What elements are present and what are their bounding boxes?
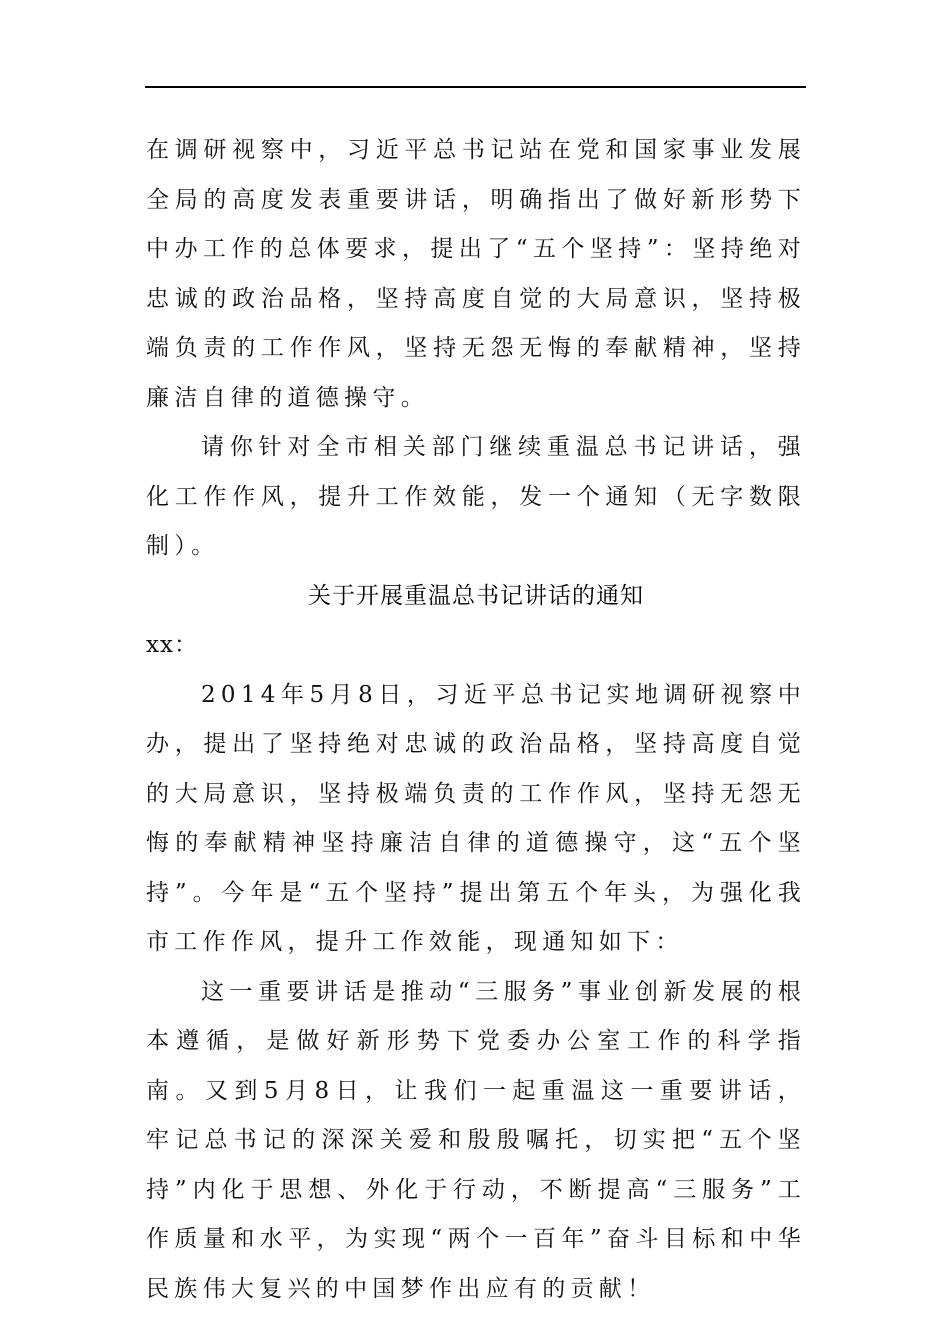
- notice-paragraph-1: 2014年5月8日，习近平总书记实地调研视察中办，提出了坚持绝对忠诚的政治品格，坚持高度自觉的大局意识，坚持极端负责的工作作风，坚持无怨无悔的奉献精神坚持廉洁自律的道德操守，这“五个坚持”。今年是“五个坚持”提出第五个年头，为强化我市工作作风，提升工作效能，现通知如下：: [146, 681, 806, 955]
- request-paragraph: 请你针对全市相关部门继续重温总书记讲话，强化工作作风，提升工作效能，发一个通知（无字数限制）。: [146, 434, 806, 559]
- context-paragraph: 在调研视察中，习近平总书记站在党和国家事业发展全局的高度发表重要讲话，明确指出了做好新形势下中办工作的总体要求，提出了“五个坚持”：坚持绝对忠诚的政治品格，坚持高度自觉的大局意识，坚持极端负责的工作作风，坚持无怨无悔的奉献精神，坚持廉洁自律的道德操守。: [146, 137, 806, 411]
- document-body: [146, 126, 806, 1314]
- notice-title: 关于开展重温总书记讲话的通知: [308, 582, 644, 609]
- notice-paragraph-2: 这一重要讲话是推动“三服务”事业创新发展的根本遵循，是做好新形势下党委办公室工作的科学指南。又到5月8日，让我们一起重温这一重要讲话，牢记总书记的深深关爱和殷殷嘱托，切实把“五个坚持”内化于思想、外化于行动，不断提高“三服务”工作质量和水平，为实现“两个一百年”奋斗目标和中华民族伟大复兴的中国梦作出应有的贡献！: [146, 978, 806, 1302]
- notice-salutation: xx：: [146, 632, 198, 658]
- header-rule: [145, 86, 806, 88]
